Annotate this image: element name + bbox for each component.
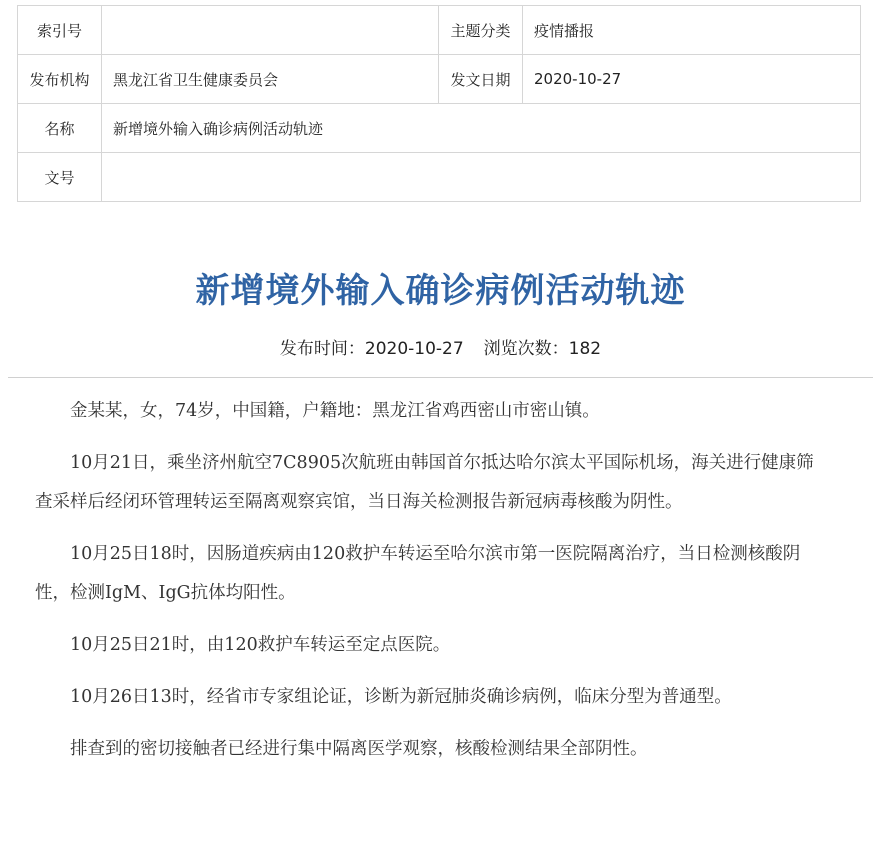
meta-row [18, 153, 861, 202]
title-divider [8, 377, 873, 378]
date-label: 发文日期 [439, 55, 523, 104]
article-paragraph: 10月25日21时，由120救护车转运至定点医院。 [70, 635, 451, 655]
publish-label: 发布时间： [279, 339, 365, 359]
topic-label: 主题分类 [439, 6, 523, 55]
article-paragraph: 金某某，女，74岁，中国籍，户籍地：黑龙江省鸡西密山市密山镇。 [70, 401, 600, 421]
issuer-label: 发布机构 [18, 55, 102, 104]
document-meta-table [17, 5, 861, 202]
meta-row [18, 6, 861, 55]
article-paragraph: 10月26日13时，经省市专家组论证，诊断为新冠肺炎确诊病例，临床分型为普通型。 [70, 687, 732, 707]
name-value: 新增境外输入确诊病例活动轨迹 [102, 104, 861, 153]
article-paragraph: 10月25日18时，因肠道疾病由120救护车转运至哈尔滨市第一医院隔离治疗，当日检测核酸阴性，检测IgM、IgG抗体均阳性。 [35, 544, 801, 603]
meta-row [18, 104, 861, 153]
name-label: 名称 [18, 104, 102, 153]
article-body [35, 392, 825, 782]
article-paragraph: 排查到的密切接触者已经进行集中隔离医学观察，核酸检测结果全部阴性。 [70, 739, 648, 759]
views-count: 182 [568, 339, 602, 359]
publish-date: 2020-10-27 [364, 339, 464, 359]
topic-value: 疫情播报 [523, 6, 861, 55]
index-value [102, 6, 439, 55]
article-title: 新增境外输入确诊病例活动轨迹 [195, 271, 686, 311]
publish-info [0, 336, 881, 362]
index-label: 索引号 [18, 6, 102, 55]
issuer-value: 黑龙江省卫生健康委员会 [102, 55, 439, 104]
views-label: 浏览次数： [483, 339, 569, 359]
article-paragraph: 10月21日，乘坐济州航空7C8905次航班由韩国首尔抵达哈尔滨太平国际机场，海关进行健康筛查采样后经闭环管理转运至隔离观察宾馆，当日海关检测报告新冠病毒核酸为阴性。 [35, 453, 814, 512]
date-value: 2020-10-27 [523, 55, 861, 104]
docno-value [102, 153, 861, 202]
meta-row [18, 55, 861, 104]
docno-label: 文号 [18, 153, 102, 202]
